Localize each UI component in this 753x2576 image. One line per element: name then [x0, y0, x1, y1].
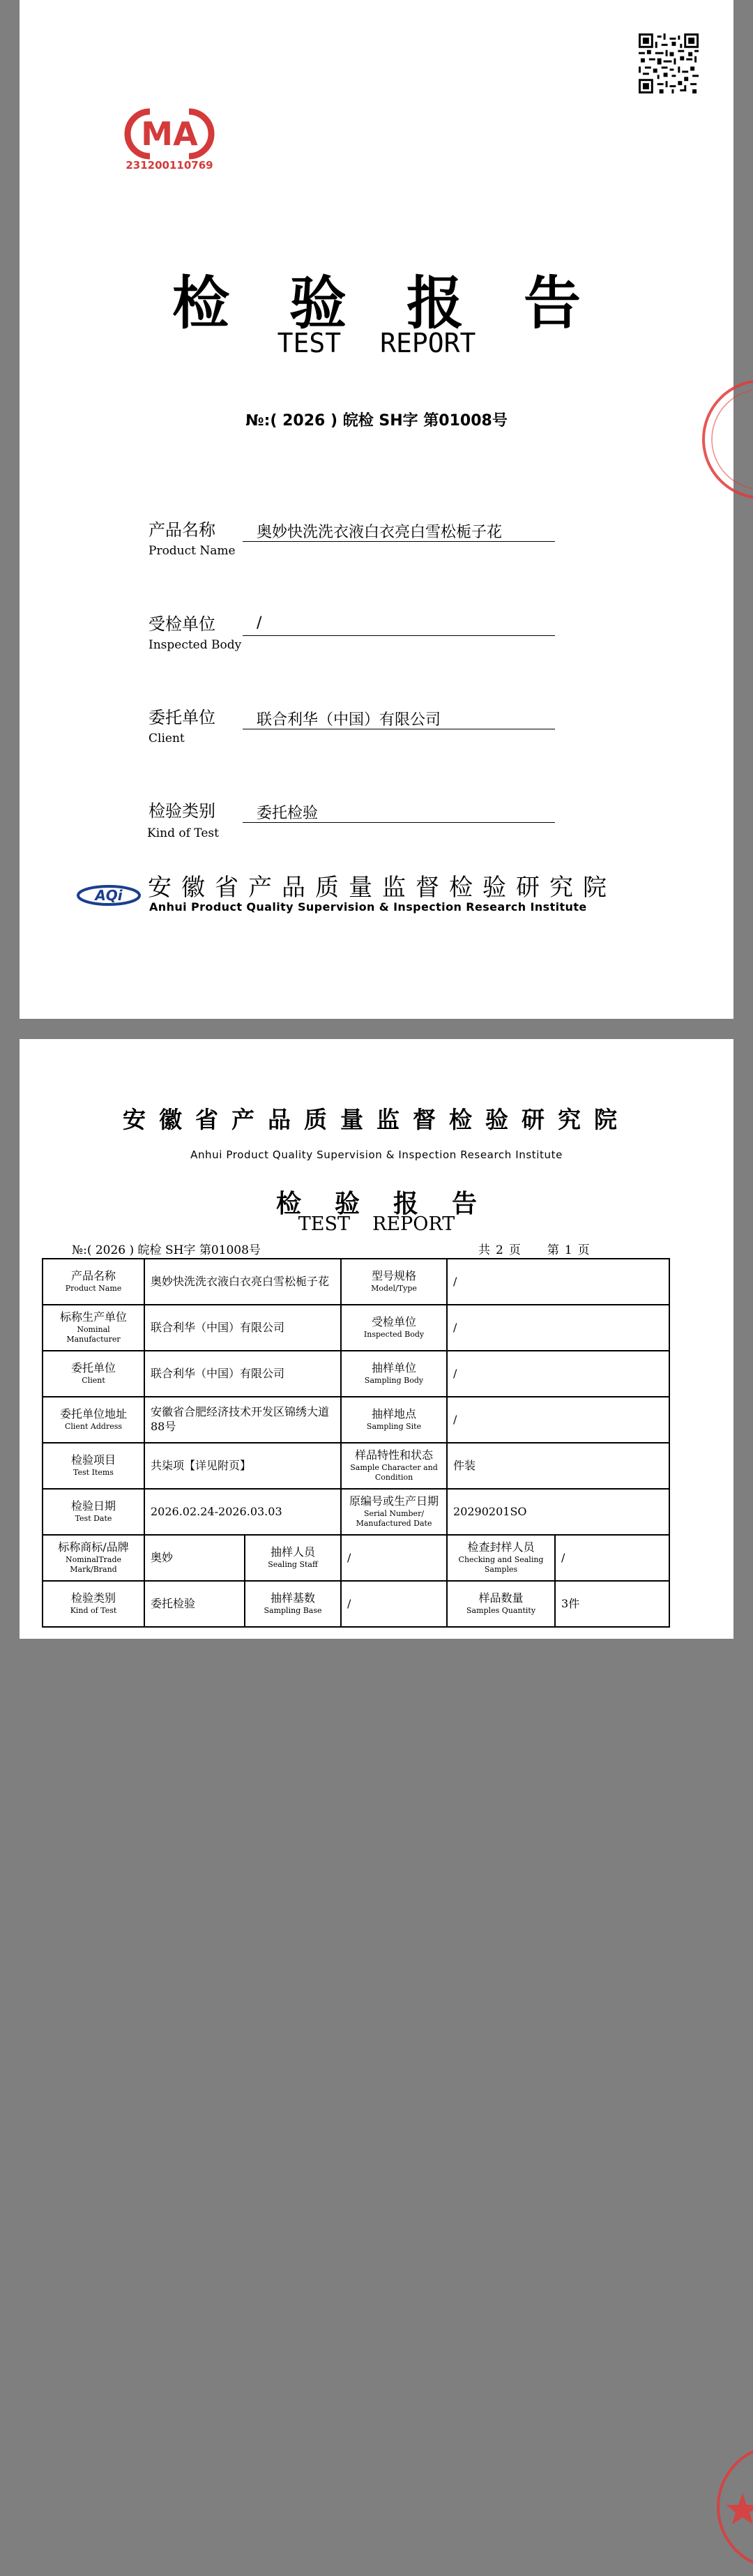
- table-row: [43, 1351, 669, 1397]
- table-label-cell: 检验类别 Kind of Test: [43, 1581, 144, 1627]
- table-row: [43, 1489, 669, 1535]
- field-kind-of-test: [147, 797, 593, 860]
- title-word: REPORT: [380, 328, 476, 358]
- field-label-en: Kind of Test: [147, 826, 219, 840]
- table-label-cell: 抽样人员 Sealing Staff: [245, 1535, 341, 1581]
- table-label-cell: 抽样地点 Sampling Site: [341, 1397, 447, 1443]
- field-underline: [243, 635, 555, 636]
- table-label-cell: 委托单位 Client: [43, 1351, 144, 1397]
- report-title-en: [20, 328, 733, 358]
- table-label-cell: 检查封样人员 Checking and Sealing Samples: [447, 1535, 555, 1581]
- table-value-cell: /: [341, 1535, 447, 1581]
- cma-logo: [121, 105, 218, 174]
- field-value: 奥妙快洗洗衣液白衣亮白雪松栀子花: [257, 524, 503, 541]
- table-value-cell: /: [447, 1397, 669, 1443]
- page-indicator-part: 第: [547, 1243, 559, 1257]
- table-value-cell: 件装: [447, 1443, 669, 1489]
- table-label-cell: 样品特性和状态 Sample Character and Condition: [341, 1443, 447, 1489]
- table-label-cell: 委托单位地址 Client Address: [43, 1397, 144, 1443]
- table-value-cell: /: [555, 1535, 669, 1581]
- table-label-cell: 受检单位 Inspected Body: [341, 1305, 447, 1351]
- official-seal: [713, 2441, 753, 2573]
- title-char: 告: [524, 271, 581, 337]
- table-value-cell: /: [447, 1351, 669, 1397]
- field-value: 委托检验: [257, 805, 319, 822]
- table-row: [43, 1443, 669, 1489]
- table-value-cell: /: [447, 1259, 669, 1305]
- table-row: [43, 1581, 669, 1627]
- table-label-cell: 抽样单位 Sampling Body: [341, 1351, 447, 1397]
- field-label-en: Inspected Body: [149, 638, 242, 652]
- institute-name-en: Anhui Product Quality Supervision & Inspection Research Institute: [149, 900, 587, 914]
- title-word: TEST: [298, 1213, 350, 1235]
- table-label-cell: 抽样基数 Sampling Base: [245, 1581, 341, 1627]
- report-number: №:( 2026 ) 皖检 SH字 第01008号: [245, 412, 508, 430]
- institute-footer: [77, 868, 676, 917]
- table-value-cell: 奥妙快洗洗衣液白衣亮白雪松栀子花: [144, 1259, 341, 1305]
- table-label-cell: 检验日期 Test Date: [43, 1489, 144, 1535]
- field-value: /: [257, 614, 262, 632]
- page-indicator-part: 2: [496, 1243, 503, 1257]
- title-char: 告: [452, 1190, 478, 1218]
- table-label-cell: 原编号或生产日期 Serial Number/ Manufactured Date: [341, 1489, 447, 1535]
- table-value-cell: 共柒项【详见附页】: [144, 1443, 341, 1489]
- table-value-cell: /: [447, 1305, 669, 1351]
- institute-name-cn: 安徽省产品质量监督检验研究院: [123, 1106, 630, 1133]
- report-info-table: [42, 1258, 670, 1628]
- table-label-cell: 检验项目 Test Items: [43, 1443, 144, 1489]
- report-title-en: [20, 1213, 733, 1235]
- table-row: [43, 1259, 669, 1305]
- aqi-logo-text: AQi: [95, 887, 123, 904]
- table-value-cell: 安徽省合肥经济技术开发区锦绣大道88号: [144, 1397, 341, 1443]
- title-char: 报: [406, 271, 464, 337]
- page-indicator-part: 页: [577, 1243, 590, 1257]
- field-inspected-body: [149, 610, 595, 673]
- field-label-en: Product Name: [149, 544, 236, 558]
- institute-name-en: Anhui Product Quality Supervision & Inspection Research Institute: [190, 1149, 563, 1161]
- field-value: 联合利华（中国）有限公司: [257, 711, 441, 729]
- report-cover-page: [20, 0, 733, 1019]
- title-char: 检: [172, 271, 229, 337]
- title-word: REPORT: [372, 1213, 455, 1235]
- report-number: №:( 2026 ) 皖检 SH字 第01008号: [72, 1243, 261, 1257]
- table-value-cell: 委托检验: [144, 1581, 245, 1627]
- cma-code: 231200110769: [126, 159, 213, 172]
- field-label-en: Client: [149, 732, 185, 745]
- table-label-cell: 产品名称 Product Name: [43, 1259, 144, 1305]
- title-char: 报: [393, 1190, 419, 1218]
- field-label-cn: 委托单位: [149, 708, 215, 727]
- title-word: TEST: [277, 328, 342, 358]
- page-indicator: [478, 1240, 595, 1257]
- table-value-cell: /: [341, 1581, 447, 1627]
- page-indicator-part: 页: [508, 1243, 521, 1257]
- official-seal: [699, 377, 753, 502]
- table-value-cell: 3件: [555, 1581, 669, 1627]
- title-char: 验: [289, 271, 347, 337]
- table-value-cell: 联合利华（中国）有限公司: [144, 1351, 341, 1397]
- field-client: [149, 704, 595, 766]
- qr-code: [639, 33, 699, 93]
- field-product-name: [149, 516, 595, 579]
- institute-name-cn: 安徽省产品质量监督检验研究院: [148, 874, 616, 902]
- table-row: [43, 1397, 669, 1443]
- cma-text: MA: [141, 115, 198, 153]
- title-char: 验: [334, 1190, 360, 1218]
- title-char: 检: [275, 1190, 301, 1218]
- aqi-logo: [77, 884, 141, 907]
- table-value-cell: 联合利华（中国）有限公司: [144, 1305, 341, 1351]
- table-value-cell: 2026.02.24-2026.03.03: [144, 1489, 341, 1535]
- table-row: [43, 1535, 669, 1581]
- field-label-cn: 检验类别: [149, 801, 215, 821]
- table-label-cell: 样品数量 Samples Quantity: [447, 1581, 555, 1627]
- table-label-cell: 型号规格 Model/Type: [341, 1259, 447, 1305]
- page-indicator-part: 共: [478, 1243, 490, 1257]
- page-indicator-part: 1: [564, 1243, 572, 1257]
- table-label-cell: 标称商标/品牌 NominalTrade Mark/Brand: [43, 1535, 144, 1581]
- table-label-cell: 标称生产单位 Nominal Manufacturer: [43, 1305, 144, 1351]
- field-label-cn: 产品名称: [149, 520, 215, 540]
- table-value-cell: 20290201SO: [447, 1489, 669, 1535]
- table-row: [43, 1305, 669, 1351]
- table-value-cell: 奥妙: [144, 1535, 245, 1581]
- field-label-cn: 受检单位: [149, 614, 215, 634]
